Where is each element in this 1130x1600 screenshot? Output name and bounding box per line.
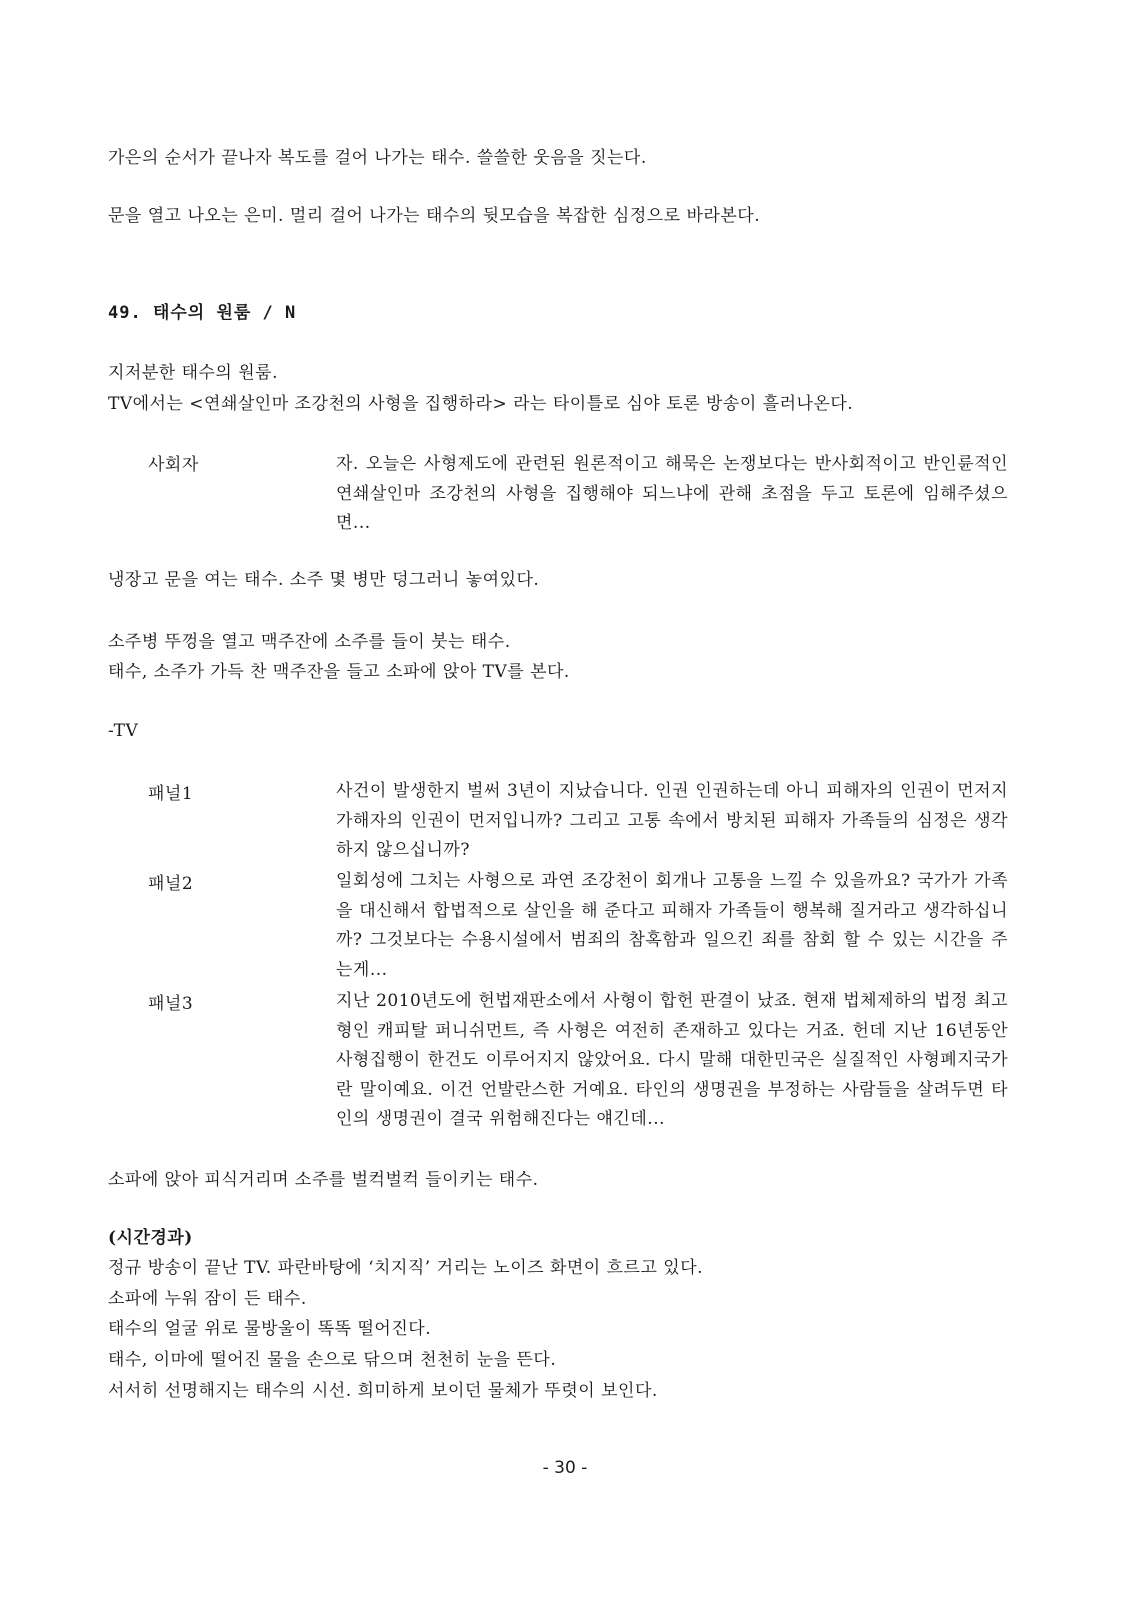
action-line-fridge: 냉장고 문을 여는 태수. 소주 몇 병만 덩그러니 놓여있다. xyxy=(108,570,540,590)
intro-line-1: 가은의 순서가 끝나자 복도를 걸어 나가는 태수. 쓸쓸한 웃음을 짓는다. xyxy=(108,148,647,168)
scene-line-2: TV에서는 <연쇄살인마 조강천의 사형을 집행하라> 라는 타이틀로 심야 토론 방송이 흘러나온다. xyxy=(108,394,854,414)
ending-line-5: 서서히 선명해지는 태수의 시선. 희미하게 보이던 물체가 뚜렷이 보인다. xyxy=(108,1381,658,1401)
speaker-panel2: 패널2 xyxy=(148,874,194,894)
action-line-pour: 소주병 뚜껑을 열고 맥주잔에 소주를 들이 붓는 태수. xyxy=(108,632,511,652)
intro-line-2: 문을 열고 나오는 은미. 멀리 걸어 나가는 태수의 뒷모습을 복잡한 심정으로 바라본다. xyxy=(108,206,761,226)
tv-marker: -TV xyxy=(108,721,139,741)
scene-line-1: 지저분한 태수의 원룸. xyxy=(108,363,279,383)
dialogue-panel2: 일회성에 그치는 사형으로 과연 조강천이 회개나 고통을 느낄 수 있을까요? 국가가 가족을 대신해서 합법적으로 살인을 해 준다고 피해자 가족들이 행복해 질거라고 생각하십니까? 그것보다는 수용시설에서 범죄의 참혹함과 일으킨 죄를 참회 할 수 있는 시간을 주는게... xyxy=(336,871,1008,980)
scene-heading: 49. 태수의 원룸 / N xyxy=(108,303,297,323)
ending-line-4: 태수, 이마에 떨어진 물을 손으로 닦으며 천천히 눈을 뜬다. xyxy=(108,1350,557,1370)
action-line-sofa: 태수, 소주가 가득 찬 맥주잔을 들고 소파에 앉아 TV를 본다. xyxy=(108,662,570,682)
dialogue-panel3: 지난 2010년도에 헌법재판소에서 사형이 합헌 판결이 났죠. 현재 법체제하의 법정 최고형인 캐피탈 퍼니쉬먼트, 즉 사형은 여전히 존재하고 있다는 거죠. 헌데 지난 16년동안 사형집행이 한건도 이루어지지 않았어요. 다시 말해 대한민국은 실질적인 사형폐지국가란 말이예요. 이건 언발란스한 거예요. 타인의 생명권을 부정하는 사람들을 살려두면 타인의 생명권이 결국 위험해진다는 얘긴데... xyxy=(336,991,1008,1129)
ending-line-2: 소파에 누워 잠이 든 태수. xyxy=(108,1289,307,1309)
speaker-panel1: 패널1 xyxy=(148,784,194,804)
ending-line-1: 정규 방송이 끝난 TV. 파란바탕에 ‘치지직’ 거리는 노이즈 화면이 흐르고 있다. xyxy=(108,1258,704,1278)
action-line-drink: 소파에 앉아 피식거리며 소주를 벌컥벌컥 들이키는 태수. xyxy=(108,1170,539,1190)
page-number: - 30 - xyxy=(542,1458,588,1478)
dialogue-moderator: 자. 오늘은 사형제도에 관련된 원론적이고 해묵은 논쟁보다는 반사회적이고 반인륜적인 연쇄살인마 조강천의 사형을 집행해야 되느냐에 관해 초점을 두고 토론에 임해주셨으면... xyxy=(336,454,1008,533)
speaker-panel3: 패널3 xyxy=(148,994,194,1014)
speaker-moderator: 사회자 xyxy=(148,455,199,475)
time-lapse-marker: (시간경과) xyxy=(108,1228,193,1248)
dialogue-panel1: 사건이 발생한지 벌써 3년이 지났습니다. 인권 인권하는데 아니 피해자의 인권이 먼저지 가해자의 인권이 먼저입니까? 그리고 고통 속에서 방치된 피해자 가족들의 심정은 생각하지 않으십니까? xyxy=(336,781,1008,860)
ending-line-3: 태수의 얼굴 위로 물방울이 똑똑 떨어진다. xyxy=(108,1319,432,1339)
